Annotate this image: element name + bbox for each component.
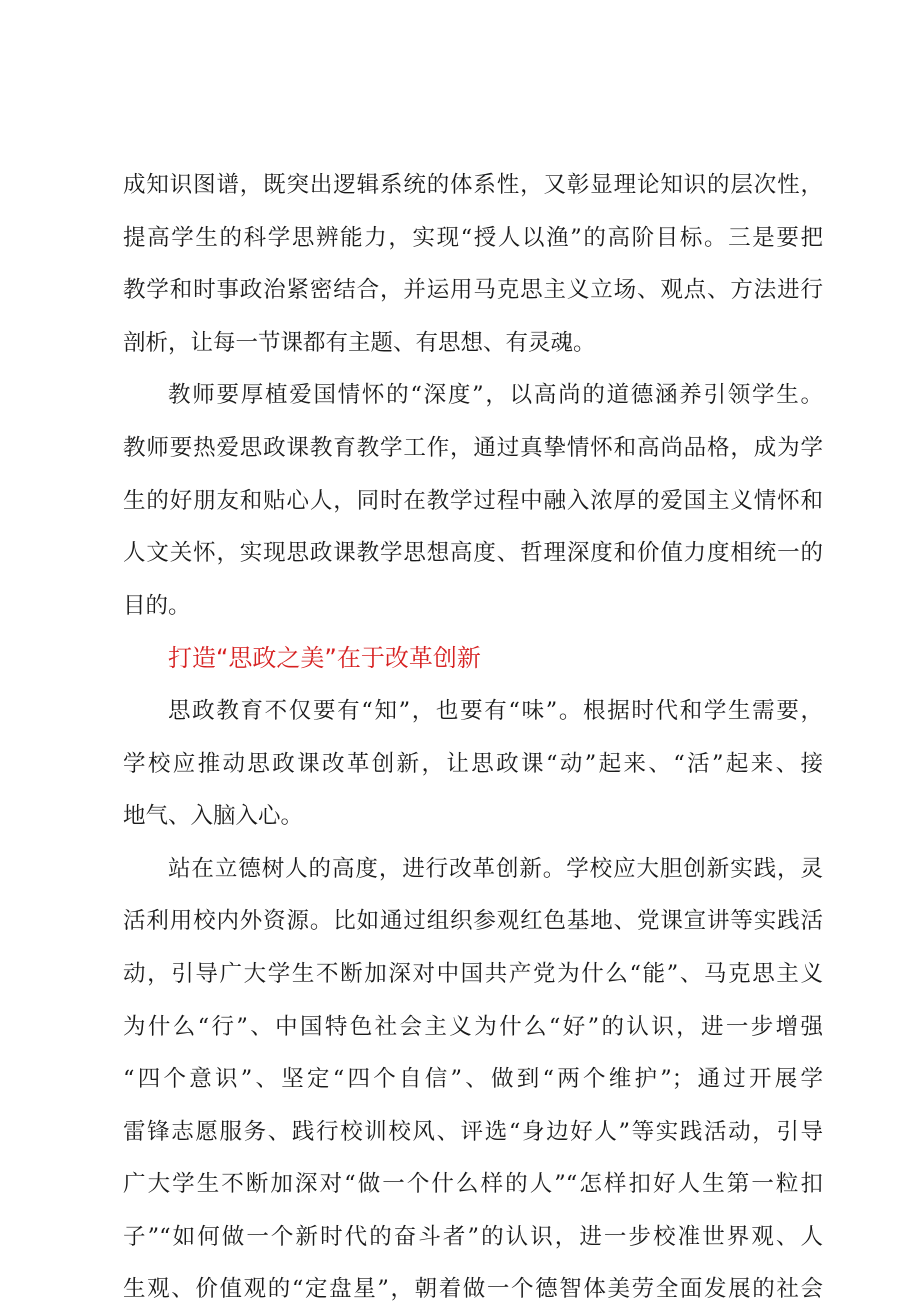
text-line: 为什么“行”、中国特色社会主义为什么“好”的认识，进一步增强 [123,1013,823,1040]
paragraph-reform-intro [123,685,823,843]
paragraph-teacher-patriotism [123,369,823,632]
text-line: 思政教育不仅要有“知”，也要有“味”。根据时代和学生需要， [168,697,823,724]
document-page [123,159,823,1316]
text-line: 生的好朋友和贴心人，同时在教学过程中融入浓厚的爱国主义情怀和 [123,487,823,514]
text-line: 成知识图谱，既突出逻辑系统的体系性，又彰显理论知识的层次性， [123,172,823,198]
text-line: 提高学生的科学思辨能力，实现“授人以渔”的高阶目标。三是要把 [123,224,823,251]
text-line: 活利用校内外资源。比如通过组织参观红色基地、党课宣讲等实践活 [123,908,823,935]
text-line: 地气、入脑入心。 [123,803,304,830]
text-line: 广大学生不断加深对“做一个什么样的人”“怎样扣好人生第一粒扣 [123,1171,823,1198]
text-line: 剖析，让每一节课都有主题、有思想、有灵魂。 [123,329,596,356]
text-line: 雷锋志愿服务、践行校训校风、评选“身边好人”等实践活动，引导 [123,1118,823,1145]
text-line: 子”“如何做一个新时代的奋斗者”的认识，进一步校准世界观、人 [123,1223,823,1250]
text-line: 教学和时事政治紧密结合，并运用马克思主义立场、观点、方法进行 [123,277,823,304]
paragraph-knowledge-map [123,159,823,369]
text-line: 站在立德树人的高度，进行改革创新。学校应大胆创新实践，灵 [168,855,823,882]
text-line: 教师要热爱思政课教育教学工作，通过真挚情怀和高尚品格，成为学 [123,434,823,461]
text-line: 学校应推动思政课改革创新，让思政课“动”起来、“活”起来、接 [123,750,823,777]
text-line: 教师要厚植爱国情怀的“深度”，以高尚的道德涵养引领学生。 [168,382,823,409]
text-line: 人文关怀，实现思政课教学思想高度、哲理深度和价值力度相统一的 [123,540,823,567]
paragraph-reform-practice [123,843,823,1316]
text-line: 动，引导广大学生不断加深对中国共产党为什么“能”、马克思主义 [123,960,823,987]
text-line: 生观、价值观的“定盘星”，朝着做一个德智体美劳全面发展的社会 [123,1276,823,1303]
text-line: “四个意识”、坚定“四个自信”、做到“两个维护”；通过开展学 [123,1066,823,1093]
section-heading: 打造“思政之美”在于改革创新 [168,644,481,673]
text-line: 目的。 [123,592,191,619]
